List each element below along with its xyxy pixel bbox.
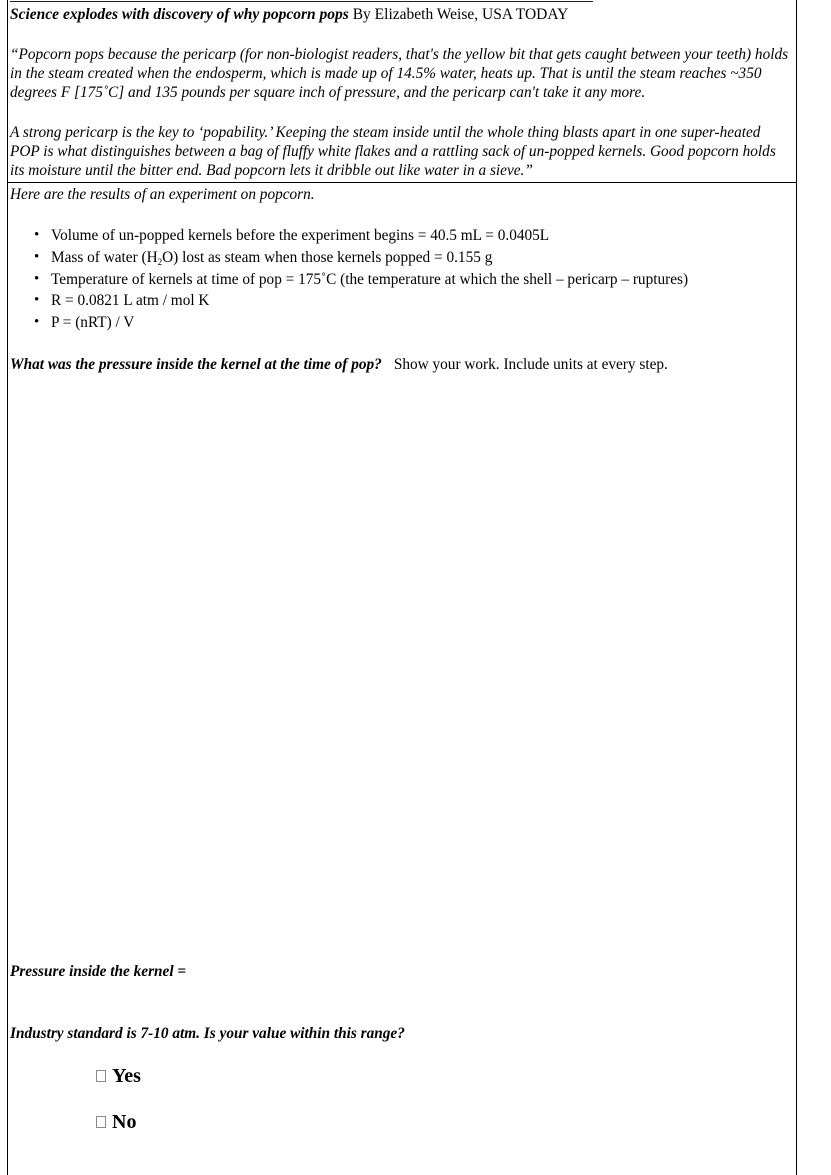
section-divider (7, 182, 797, 183)
question-instruction: Show your work. Include units at every step. (393, 356, 668, 373)
industry-standard-prompt: Industry standard is 7-10 atm. Is your value within this range? (10, 1025, 405, 1042)
list-item: • P = (nRT) / V (30, 312, 688, 334)
bullet-icon: • (34, 270, 40, 287)
bullet-icon: • (34, 248, 40, 265)
no-option[interactable] (96, 1110, 136, 1134)
article-title: Science explodes with discovery of why popcorn pops (10, 6, 349, 23)
no-checkbox[interactable] (96, 1116, 106, 1128)
quote-paragraph-2: A strong pericarp is the key to ‘popability.’ Keeping the steam inside until the whole thing blasts apart in one super-heated POP is what distinguishes between a bag of fluffy white flakes and a rattling sack of un-popped kernels. Good popcorn holds its moisture until the bitter end. Bad popcorn lets it dribble out like water in a sieve.” (10, 124, 776, 179)
article-headline (10, 5, 568, 24)
yes-checkbox[interactable] (96, 1070, 106, 1082)
yes-label: Yes (112, 1065, 141, 1087)
pressure-answer-label: Pressure inside the kernel = (10, 963, 187, 980)
quote-paragraph-1: “Popcorn pops because the pericarp (for non-biologist readers, that's the yellow bit that gets caught between your teeth) holds in the steam created when the endosperm, which is made up of 14.5% water, heats up. That is until the steam reaches ~350 degrees F [175˚C] and 135 pounds per square inch of pressure, and the pericarp can't take it any more. (10, 46, 789, 101)
yes-option[interactable] (96, 1064, 141, 1088)
bullet-icon: • (34, 227, 40, 243)
experiment-intro: Here are the results of an experiment on popcorn. (10, 186, 315, 203)
question-text: What was the pressure inside the kernel at the time of pop? (10, 356, 382, 373)
list-item: • Temperature of kernels at time of pop = 175˚C (the temperature at which the shell – pericarp – ruptures) (30, 269, 688, 291)
list-item: • Mass of water $(H_2O)$ lost as steam when those kernels popped = 0.155 g (34, 248, 493, 267)
no-label: No (112, 1111, 137, 1133)
question-prompt (10, 355, 668, 374)
bullet-icon: • (34, 314, 40, 331)
source-link[interactable] (10, 0, 593, 3)
list-item: • Volume of un-popped kernels before the experiment begins = 40.5 mL = 0.0405L (30, 225, 688, 247)
list-item: • R = 0.0821 L atm / mol K (30, 290, 688, 312)
article-byline: By Elizabeth Weise, USA TODAY (348, 6, 569, 23)
bullet-icon: • (34, 292, 40, 309)
experiment-results-list (30, 225, 688, 334)
